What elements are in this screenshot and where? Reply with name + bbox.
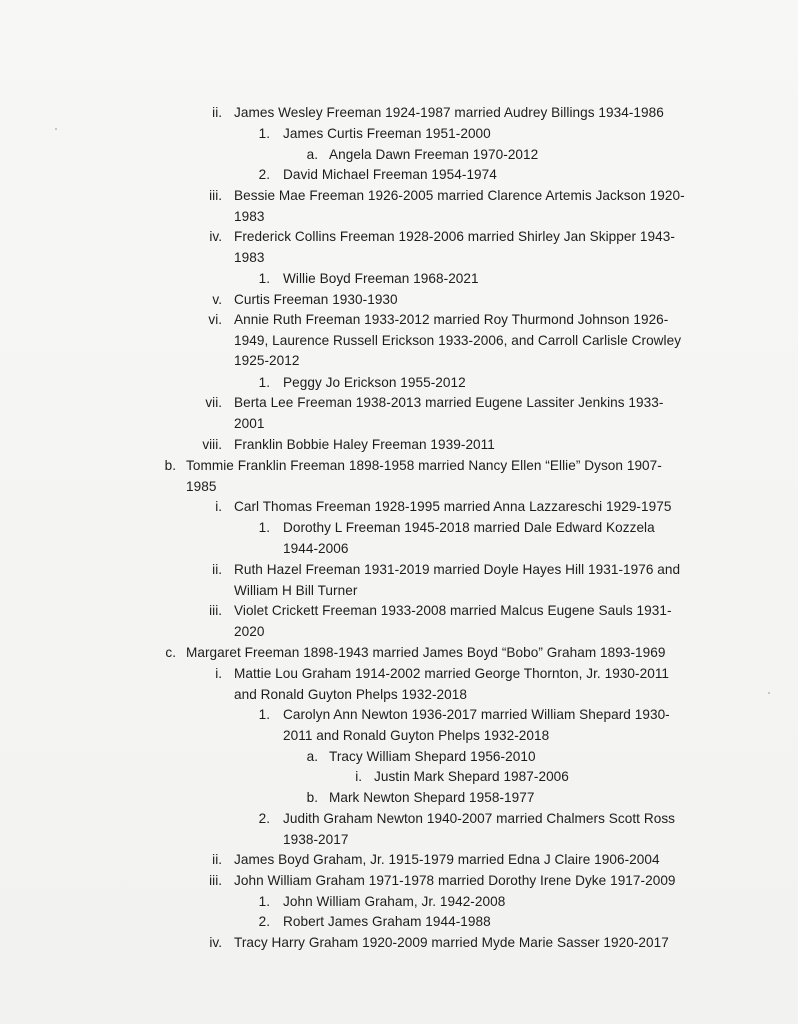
outline-entry-text: 1949, Laurence Russell Erickson 1933-2006, and Carroll Carlisle Crowley xyxy=(234,332,682,348)
outline-marker: iii. xyxy=(209,188,222,203)
outline-entry-text: 1925-2012 xyxy=(234,353,300,369)
outline-entry-text: 1983 xyxy=(234,249,265,265)
outline-entry-text: Robert James Graham 1944-1988 xyxy=(283,914,491,929)
outline-entry-text: James Wesley Freeman 1924-1987 married Audrey Billings 1934-1986 xyxy=(234,105,664,120)
outline-entry-text: 2011 and Ronald Guyton Phelps 1932-2018 xyxy=(283,727,550,743)
outline-marker: b. xyxy=(306,790,318,805)
outline-entry-text: James Boyd Graham, Jr. 1915-1979 married Edna J Claire 1906-2004 xyxy=(234,852,660,867)
outline-entry-text: David Michael Freeman 1954-1974 xyxy=(283,167,497,182)
outline-entry-text: Franklin Bobbie Haley Freeman 1939-2011 xyxy=(234,437,495,452)
outline-marker: b. xyxy=(164,458,176,473)
outline-marker: iv. xyxy=(209,229,222,244)
outline-entry-text: and Ronald Guyton Phelps 1932-2018 xyxy=(234,686,467,702)
outline-entry-text: Judith Graham Newton 1940-2007 married Chalmers Scott Ross xyxy=(283,811,676,826)
outline-marker: iii. xyxy=(209,873,222,888)
outline-entry-text: Ruth Hazel Freeman 1931-2019 married Doyle Hayes Hill 1931-1976 and xyxy=(234,562,681,577)
outline-entry-text: Curtis Freeman 1930-1930 xyxy=(234,292,398,307)
outline-entry-text: Berta Lee Freeman 1938-2013 married Eugene Lassiter Jenkins 1933- xyxy=(234,395,664,410)
outline-marker: vii. xyxy=(205,395,222,410)
outline-entry-text: John William Graham, Jr. 1942-2008 xyxy=(283,894,506,909)
outline-entry-text: 1938-2017 xyxy=(283,831,349,847)
outline-entry-text: Peggy Jo Erickson 1955-2012 xyxy=(283,375,466,390)
outline-entry-text: Mattie Lou Graham 1914-2002 married George Thornton, Jr. 1930-2011 xyxy=(234,666,670,681)
outline-entry-text: Annie Ruth Freeman 1933-2012 married Roy Thurmond Johnson 1926- xyxy=(234,312,669,327)
outline-entry-text: 1985 xyxy=(186,478,217,494)
outline-entry-text: Dorothy L Freeman 1945-2018 married Dale Edward Kozzela xyxy=(283,520,655,535)
outline-marker: 2. xyxy=(258,914,270,929)
outline-entry-text: Angela Dawn Freeman 1970-2012 xyxy=(329,147,539,162)
outline-marker: ii. xyxy=(212,852,222,867)
outline-entry-text: Violet Crickett Freeman 1933-2008 married Malcus Eugene Sauls 1931- xyxy=(234,603,672,618)
outline-marker: c. xyxy=(165,645,176,660)
outline-marker: i. xyxy=(355,769,362,784)
scan-speck xyxy=(768,692,770,694)
outline-entry-text: Frederick Collins Freeman 1928-2006 married Shirley Jan Skipper 1943- xyxy=(234,229,675,244)
outline-marker: v. xyxy=(212,292,222,307)
outline-entry-text: 1983 xyxy=(234,208,265,224)
outline-marker: 2. xyxy=(258,811,270,826)
outline-entry-text: Carl Thomas Freeman 1928-1995 married Anna Lazzareschi 1929-1975 xyxy=(234,499,672,514)
outline-marker: ii. xyxy=(212,105,222,120)
outline-entry-text: James Curtis Freeman 1951-2000 xyxy=(283,126,491,141)
outline-entry-text: Tracy Harry Graham 1920-2009 married Myde Marie Sasser 1920-2017 xyxy=(234,935,669,950)
outline-entry-text: 1944-2006 xyxy=(283,540,349,556)
outline-marker: 1. xyxy=(258,271,270,286)
outline-entry-text: 2001 xyxy=(234,415,265,431)
outline-marker: vi. xyxy=(208,312,222,327)
outline-marker: 1. xyxy=(258,375,270,390)
outline-marker: 1. xyxy=(258,126,270,141)
outline-entry-text: Margaret Freeman 1898-1943 married James Boyd “Bobo” Graham 1893-1969 xyxy=(186,645,666,660)
outline-entry-text: Mark Newton Shepard 1958-1977 xyxy=(329,790,535,805)
outline-marker: 1. xyxy=(258,894,270,909)
outline-marker: i. xyxy=(215,666,222,681)
outline-marker: 1. xyxy=(258,707,270,722)
outline-entry-text: Justin Mark Shepard 1987-2006 xyxy=(374,769,569,784)
outline-entry-text: 2020 xyxy=(234,623,265,639)
outline-marker: iv. xyxy=(209,935,222,950)
outline-marker: 2. xyxy=(258,167,270,182)
outline-entry-text: Tommie Franklin Freeman 1898-1958 married Nancy Ellen “Ellie” Dyson 1907- xyxy=(186,458,662,473)
outline-entry-text: John William Graham 1971-1978 married Dorothy Irene Dyke 1917-2009 xyxy=(234,873,676,888)
outline-entry-text: Bessie Mae Freeman 1926-2005 married Clarence Artemis Jackson 1920- xyxy=(234,188,685,203)
outline-entry-text: Carolyn Ann Newton 1936-2017 married William Shepard 1930- xyxy=(283,707,670,722)
outline-entry-text: William H Bill Turner xyxy=(234,582,358,598)
outline-marker: a. xyxy=(306,749,318,764)
outline-marker: ii. xyxy=(212,562,222,577)
outline-marker: i. xyxy=(215,499,222,514)
scan-speck xyxy=(55,128,57,130)
outline-marker: 1. xyxy=(258,520,270,535)
outline-marker: viii. xyxy=(202,437,222,452)
outline-marker: iii. xyxy=(209,603,222,618)
outline-entry-text: Tracy William Shepard 1956-2010 xyxy=(329,749,536,764)
outline-marker: a. xyxy=(306,147,318,162)
outline-entry-text: Willie Boyd Freeman 1968-2021 xyxy=(283,271,479,286)
